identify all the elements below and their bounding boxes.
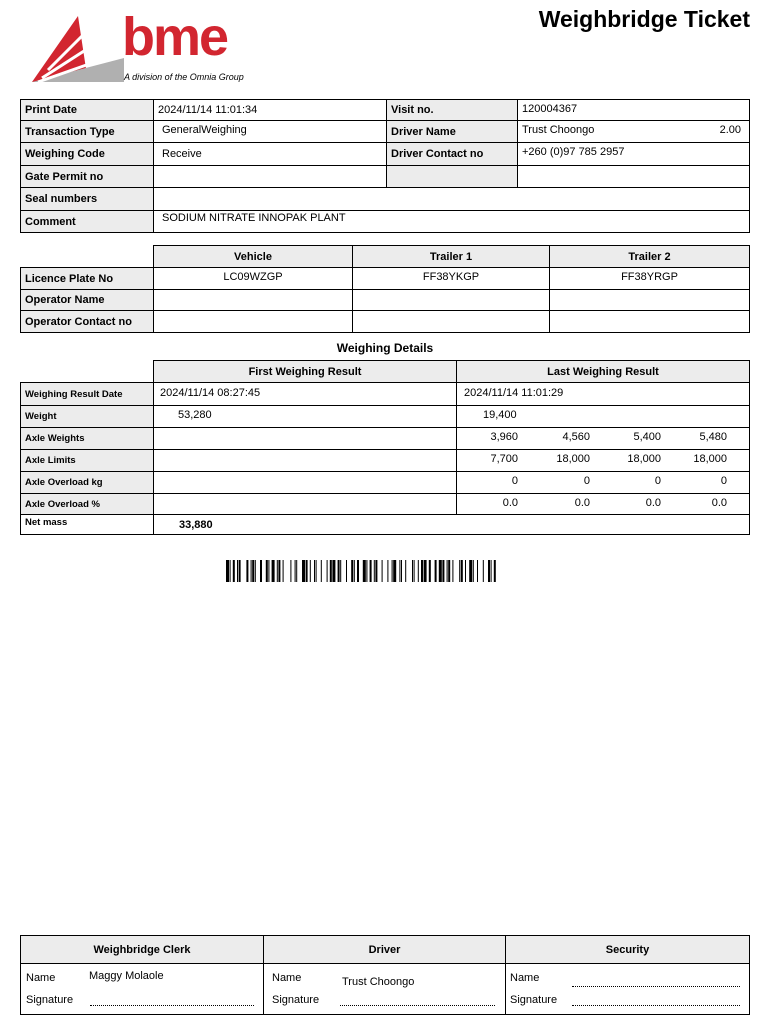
axle-overload-pct-3: 0.0 bbox=[645, 497, 661, 509]
weighing-code-label: Weighing Code bbox=[20, 142, 154, 166]
driver-name-value bbox=[517, 120, 750, 143]
first-weighing-header: First Weighing Result bbox=[153, 360, 457, 383]
operator-contact-trailer1 bbox=[352, 310, 550, 333]
logo-tagline: A division of the Omnia Group bbox=[124, 72, 244, 82]
gate-permit-extra-label bbox=[386, 165, 518, 188]
axle-weight-3: 5,400 bbox=[633, 431, 661, 443]
print-date-label: Print Date bbox=[20, 99, 154, 121]
seal-numbers-value bbox=[153, 187, 750, 211]
security-name-line bbox=[572, 986, 740, 987]
transaction-type-value: GeneralWeighing bbox=[153, 120, 387, 143]
security-sign-box bbox=[505, 963, 750, 1015]
axle-overload-pct-1: 0.0 bbox=[502, 497, 518, 509]
axle-overload-kg-3: 0 bbox=[654, 475, 661, 487]
comment-label: Comment bbox=[20, 210, 154, 233]
result-date-label: Weighing Result Date bbox=[20, 382, 154, 406]
licence-trailer2: FF38YRGP bbox=[549, 267, 750, 290]
company-logo bbox=[28, 7, 258, 88]
vehicle-col-header: Vehicle bbox=[153, 245, 353, 268]
seal-numbers-label: Seal numbers bbox=[20, 187, 154, 211]
operator-contact-vehicle bbox=[153, 310, 353, 333]
clerk-signature-label: Signature bbox=[26, 994, 74, 1006]
gate-permit-extra-value bbox=[517, 165, 750, 188]
axle-weight-1: 3,960 bbox=[490, 431, 518, 443]
security-header: Security bbox=[505, 935, 750, 964]
trailer1-col-header: Trailer 1 bbox=[352, 245, 550, 268]
axle-overload-kg-label: Axle Overload kg bbox=[20, 471, 154, 494]
driver-signature-label: Signature bbox=[272, 994, 320, 1006]
driver-name-value-sig: Trust Choongo bbox=[342, 976, 415, 988]
driver-name-label-sig: Name bbox=[272, 972, 302, 984]
driver-sig-header: Driver bbox=[263, 935, 506, 964]
operator-name-vehicle bbox=[153, 289, 353, 311]
weighing-code-value: Receive bbox=[153, 142, 387, 166]
clerk-name-value: Maggy Molaole bbox=[89, 970, 164, 982]
first-axle-overload-kg bbox=[153, 471, 457, 494]
first-axle-overload-pct bbox=[153, 493, 457, 515]
gate-permit-value bbox=[153, 165, 387, 188]
axle-limit-1: 7,700 bbox=[490, 453, 518, 465]
operator-name-trailer2 bbox=[549, 289, 750, 311]
first-weight: 53,280 bbox=[153, 405, 457, 428]
last-weighing-header: Last Weighing Result bbox=[456, 360, 750, 383]
axle-overload-pct-4: 0.0 bbox=[711, 497, 727, 509]
axle-weight-2: 4,560 bbox=[562, 431, 590, 443]
clerk-signature-line bbox=[90, 1005, 254, 1006]
logo-brand: bme bbox=[122, 7, 228, 67]
gate-permit-label: Gate Permit no bbox=[20, 165, 154, 188]
driver-extra-text: 2.00 bbox=[719, 124, 741, 136]
axle-limit-3: 18,000 bbox=[627, 453, 661, 465]
last-result-date: 2024/11/14 11:01:29 bbox=[456, 382, 750, 406]
operator-contact-trailer2 bbox=[549, 310, 750, 333]
trailer2-col-header: Trailer 2 bbox=[549, 245, 750, 268]
driver-contact-label: Driver Contact no bbox=[386, 142, 518, 166]
barcode-icon bbox=[226, 560, 546, 582]
licence-trailer1: FF38YKGP bbox=[352, 267, 550, 290]
operator-contact-label: Operator Contact no bbox=[20, 310, 154, 333]
transaction-type-label: Transaction Type bbox=[20, 120, 154, 143]
driver-signature-line bbox=[340, 1005, 495, 1006]
operator-name-label: Operator Name bbox=[20, 289, 154, 311]
security-signature-line bbox=[572, 1005, 740, 1006]
driver-name-text: Trust Choongo bbox=[522, 124, 595, 136]
axle-overload-pct-2: 0.0 bbox=[574, 497, 590, 509]
licence-plate-label: Licence Plate No bbox=[20, 267, 154, 290]
net-mass-value: 33,880 bbox=[153, 514, 750, 535]
comment-value: SODIUM NITRATE INNOPAK PLANT bbox=[153, 210, 750, 233]
first-result-date: 2024/11/14 08:27:45 bbox=[153, 382, 457, 406]
axle-weight-4: 5,480 bbox=[699, 431, 727, 443]
weight-label: Weight bbox=[20, 405, 154, 428]
page-title: Weighbridge Ticket bbox=[538, 6, 750, 32]
clerk-name-label: Name bbox=[26, 972, 56, 984]
driver-sign-box bbox=[263, 963, 506, 1015]
axle-overload-kg-4: 0 bbox=[720, 475, 727, 487]
print-date-value: 2024/11/14 11:01:34 bbox=[153, 99, 387, 121]
operator-name-trailer1 bbox=[352, 289, 550, 311]
axle-weights-label: Axle Weights bbox=[20, 427, 154, 450]
weighing-details-title: Weighing Details bbox=[336, 341, 434, 355]
visit-no-label: Visit no. bbox=[386, 99, 518, 121]
axle-overload-pct-label: Axle Overload % bbox=[20, 493, 154, 515]
security-signature-label: Signature bbox=[510, 994, 558, 1006]
first-axle-limits bbox=[153, 449, 457, 472]
licence-vehicle: LC09WZGP bbox=[153, 267, 353, 290]
security-name-label: Name bbox=[510, 972, 540, 984]
axle-limits-label: Axle Limits bbox=[20, 449, 154, 472]
axle-limit-4: 18,000 bbox=[693, 453, 727, 465]
driver-contact-value: +260 (0)97 785 2957 bbox=[517, 142, 750, 166]
axle-overload-kg-2: 0 bbox=[583, 475, 590, 487]
first-axle-weights bbox=[153, 427, 457, 450]
axle-overload-kg-1: 0 bbox=[511, 475, 518, 487]
net-mass-label: Net mass bbox=[20, 514, 154, 535]
clerk-header: Weighbridge Clerk bbox=[20, 935, 264, 964]
axle-limit-2: 18,000 bbox=[556, 453, 590, 465]
visit-no-value: 120004367 bbox=[517, 99, 750, 121]
driver-name-label: Driver Name bbox=[386, 120, 518, 143]
logo-triangle-icon bbox=[28, 12, 128, 84]
last-weight: 19,400 bbox=[456, 405, 750, 428]
